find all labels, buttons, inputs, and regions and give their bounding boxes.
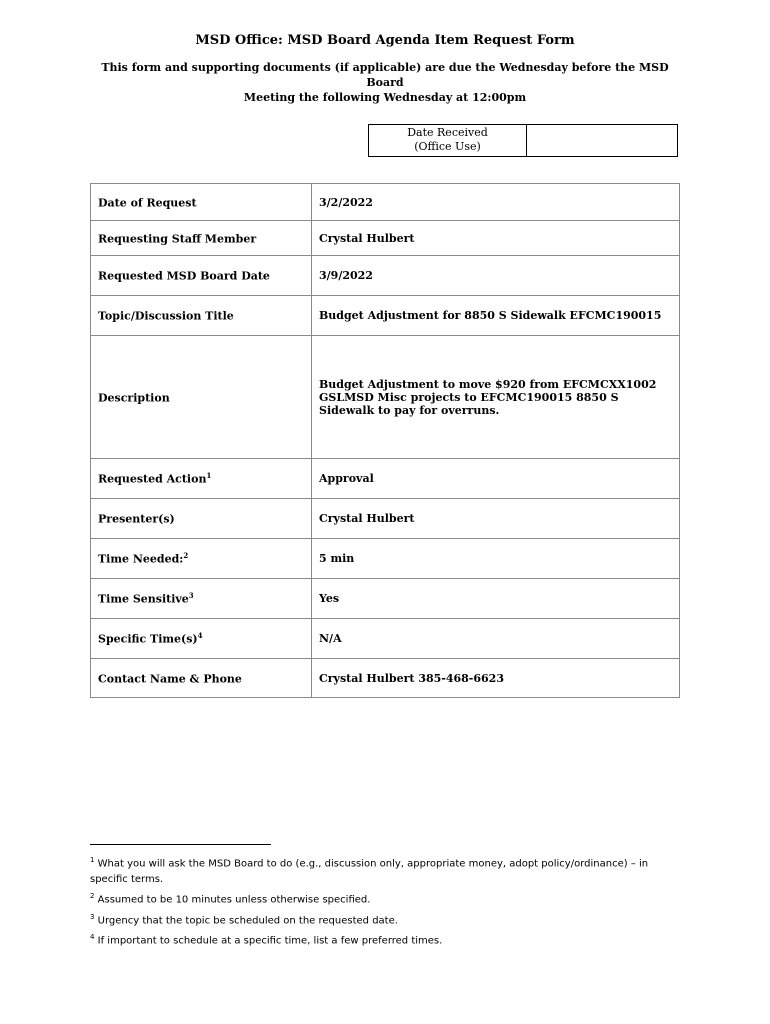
form-subtitle	[90, 60, 680, 105]
table-row	[91, 619, 680, 659]
footnote-4: $^4$ If important to schedule at a specific time, list a few preferred times.	[90, 932, 443, 947]
footnote-2: $^2$ Assumed to be 10 minutes unless otherwise specified.	[90, 892, 371, 906]
table-row	[91, 499, 680, 539]
row-label: Time Needed:$^2$	[91, 539, 312, 579]
table-row	[91, 256, 680, 296]
table-row	[91, 184, 680, 221]
row-label: Date of Request	[91, 184, 312, 221]
table-row	[91, 296, 680, 336]
row-label: Requesting Staff Member	[91, 221, 312, 256]
footnote-divider	[90, 844, 271, 845]
row-label: Specific $Time(s)^4$	[91, 619, 312, 659]
contact-value[interactable]: Crystal Hulbert 385-468-6623	[312, 659, 680, 698]
row-label: Requested Action$^1$	[91, 459, 312, 499]
table-row	[91, 336, 680, 459]
requested-action-value[interactable]: Approval	[312, 459, 680, 499]
subtitle-line-1: This form and supporting documents (if applicable) are due the Wednesday before the MSD Board	[101, 61, 669, 89]
time-sensitive-value[interactable]: Yes	[312, 579, 680, 619]
requesting-staff-member-value[interactable]: Crystal Hulbert	[312, 221, 680, 256]
date-received-label-line-2: (Office Use)	[414, 140, 481, 153]
table-row	[91, 659, 680, 698]
date-received-value[interactable]	[527, 125, 677, 156]
specific-times-value[interactable]: N/A	[312, 619, 680, 659]
office-use-box	[368, 124, 678, 157]
footnote-1: $^1$ What you will ask the MSD Board to do (e.g., discussion only, appropriate money, adopt policy/ordinance) – in specific terms.	[90, 856, 649, 886]
table-row	[91, 539, 680, 579]
subtitle-line-2: Meeting the following Wednesday at 12:00pm	[243, 91, 527, 104]
time-needed-value[interactable]: 5 min	[312, 539, 680, 579]
row-label: Presenter(s)	[91, 499, 312, 539]
table-row	[91, 459, 680, 499]
row-label: Description	[91, 336, 312, 459]
description-value[interactable]: Budget Adjustment to move $920 from EFCMCXX1002 GSLMSD Misc projects to EFCMC190015 8850 S Sidewalk to pay for overruns.	[312, 336, 680, 459]
date-received-label-line-1: Date Received	[407, 126, 488, 139]
row-label: Topic/Discussion Title	[91, 296, 312, 336]
date-received-label	[369, 125, 527, 156]
row-label: Requested MSD Board Date	[91, 256, 312, 296]
footnotes	[90, 852, 680, 949]
request-form-table	[90, 183, 680, 698]
row-label: Time Sensitive$^3$	[91, 579, 312, 619]
footnote-3: $^3$ Urgency that the topic be scheduled on the requested date.	[90, 912, 398, 926]
form-title: MSD Office: MSD Board Agenda Item Request Form	[195, 33, 575, 48]
topic-title-value[interactable]: Budget Adjustment for 8850 S Sidewalk EFCMC190015	[312, 296, 680, 336]
presenter-value[interactable]: Crystal Hulbert	[312, 499, 680, 539]
requested-board-date-value[interactable]: 3/9/2022	[312, 256, 680, 296]
table-row	[91, 221, 680, 256]
table-row	[91, 579, 680, 619]
row-label: Contact Name & Phone	[91, 659, 312, 698]
date-of-request-value[interactable]: 3/2/2022	[312, 184, 680, 221]
